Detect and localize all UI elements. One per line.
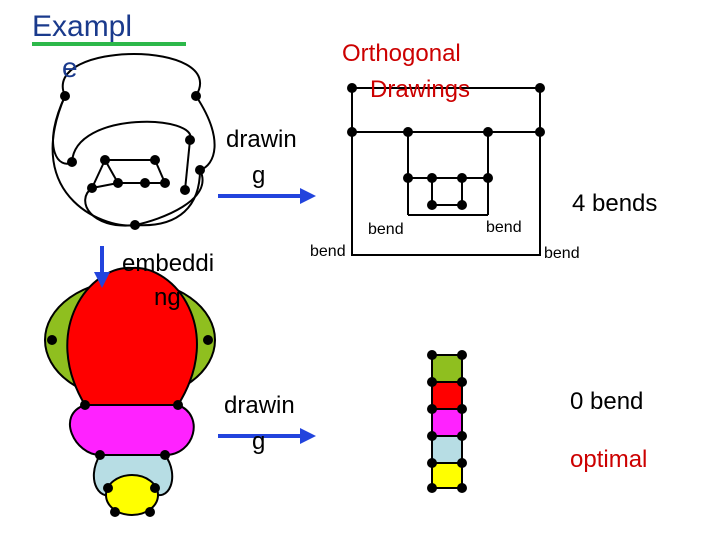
graph-edge-right-arc	[196, 96, 215, 170]
graph-vertex	[191, 91, 201, 101]
drawing-label-top-line2: g	[252, 162, 266, 189]
embedding-label-line1: embeddi	[122, 250, 215, 277]
graph-vertex	[113, 178, 123, 188]
zero-bend-label: 0 bend	[570, 388, 644, 415]
four-bends-label: 4 bends	[572, 190, 658, 217]
graph-vertex	[140, 178, 150, 188]
graph-vertex	[130, 220, 140, 230]
ortho-inner-square	[432, 178, 462, 205]
graph-edge-left-arc	[53, 96, 72, 164]
graph-vertex	[180, 185, 190, 195]
embed-vertex	[173, 400, 183, 410]
ortho-vertex	[347, 83, 357, 93]
ortho-edge	[408, 132, 488, 178]
graph-edge-inner-arc	[72, 122, 191, 162]
embed-vertex	[203, 335, 213, 345]
embed-vertex	[110, 507, 120, 517]
graph-vertex	[185, 135, 195, 145]
embed-vertex	[150, 483, 160, 493]
cell-yellow	[432, 463, 462, 488]
cell-green	[432, 355, 462, 382]
embedding-label-line2: ng	[154, 284, 181, 311]
cell-red	[432, 382, 462, 409]
graph-vertex	[100, 155, 110, 165]
bend-label-3: bend	[310, 243, 346, 260]
face-magenta	[70, 405, 194, 455]
arrow-right-bottom	[218, 428, 316, 444]
graph-edge-inner-right	[185, 140, 190, 190]
embed-vertex	[95, 450, 105, 460]
page-title-line1: Exampl	[32, 10, 133, 43]
embed-vertex	[103, 483, 113, 493]
ortho-vertex	[483, 173, 493, 183]
graph-vertex	[150, 155, 160, 165]
embed-vertex	[160, 450, 170, 460]
optimal-drawing	[432, 355, 462, 488]
embed-vertex	[47, 335, 57, 345]
graph-vertex	[160, 178, 170, 188]
graph-vertex	[67, 157, 77, 167]
graph-vertex	[87, 183, 97, 193]
page-title-line2: e	[62, 52, 78, 83]
ortho-vertex	[427, 200, 437, 210]
orthogonal-label-line2: Drawings	[370, 76, 471, 103]
bend-label-4: bend	[544, 245, 580, 262]
bend-label-1: bend	[368, 221, 404, 238]
optimal-label: optimal	[570, 446, 648, 473]
ortho-vertex	[535, 83, 545, 93]
ortho-vertex	[403, 127, 413, 137]
cell-magenta	[432, 409, 462, 436]
embed-vertex	[80, 400, 90, 410]
embedding-faces	[45, 268, 215, 515]
ortho-vertex	[483, 127, 493, 137]
ortho-vertex	[427, 173, 437, 183]
embed-vertex	[145, 507, 155, 517]
ortho-vertex	[403, 173, 413, 183]
drawing-label-bottom-line1: drawin	[224, 392, 295, 419]
orthogonal-label-line1: Orthogonal	[342, 40, 461, 67]
cell-lightblue	[432, 436, 462, 463]
ortho-vertex	[457, 173, 467, 183]
bend-label-2: bend	[486, 219, 522, 236]
ortho-vertex	[535, 127, 545, 137]
drawing-label-top-line1: drawin	[226, 126, 297, 153]
graph-vertex	[195, 165, 205, 175]
ortho-vertex	[457, 200, 467, 210]
graph-edge-bottom-left	[85, 188, 135, 226]
arrow-right-top	[218, 188, 316, 204]
drawing-label-bottom-line2: g	[252, 428, 266, 455]
graph-vertex	[60, 91, 70, 101]
graph-edge-top-arc	[63, 54, 200, 96]
ortho-vertex	[347, 127, 357, 137]
